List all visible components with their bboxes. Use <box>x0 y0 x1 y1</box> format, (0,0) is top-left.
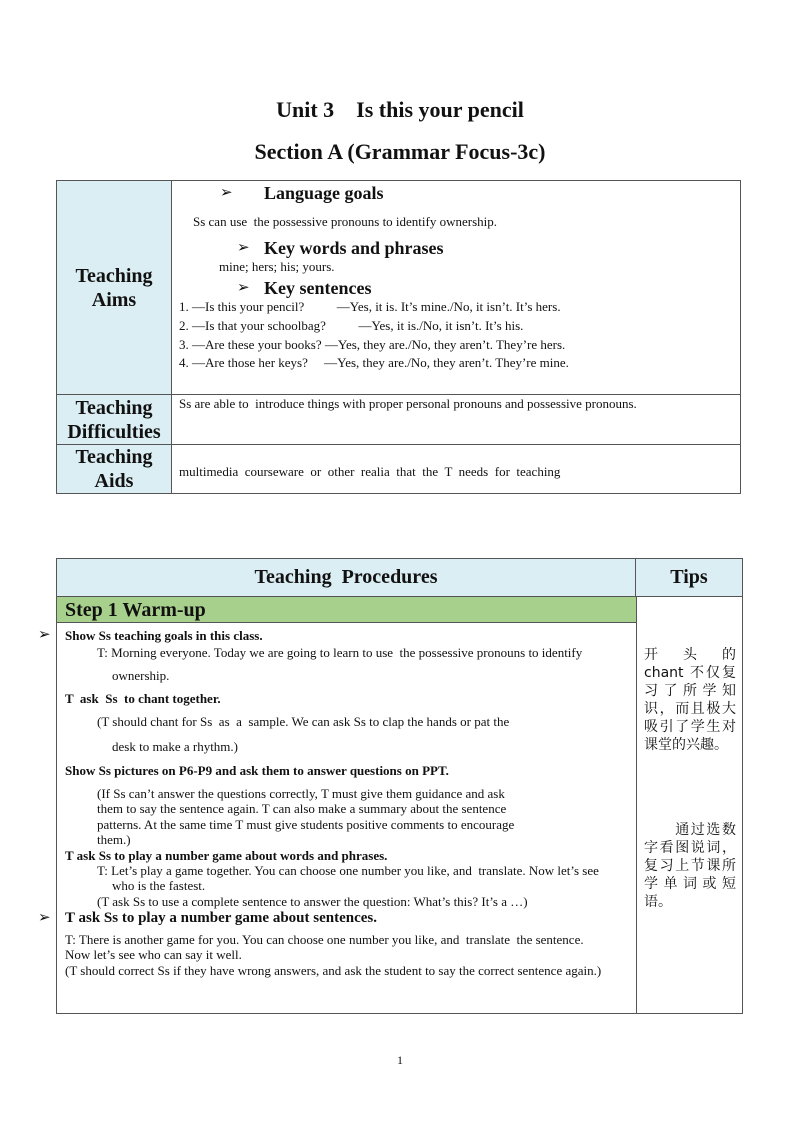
teaching-difficulties-label: Teaching Difficulties <box>57 395 172 444</box>
step1-heading: Step 1 Warm-up <box>57 597 636 623</box>
language-goals-heading: Language goals <box>264 183 384 203</box>
tip-number-game: 通过选数字看图说词，复习上节课所学 单 词 或 短语。 <box>644 822 736 910</box>
key-sentence-3: 3. —Are these your books? —Yes, they are./No, they aren’t. They’re hers. <box>179 337 566 352</box>
column-divider <box>636 597 637 1013</box>
procedure-item-heading: Show Ss teaching goals in this class. <box>65 628 263 643</box>
section-title: Section A (Grammar Focus-3c) <box>254 139 546 164</box>
procedure-item-heading: Show Ss pictures on P6-P9 and ask them to answer questions on PPT. <box>65 763 449 778</box>
page-number: 1 <box>397 1053 403 1067</box>
key-sentence-1: 1. —Is this your pencil? —Yes, it is. It’s mine./No, it isn’t. It’s hers. <box>179 299 561 314</box>
arrow-bullet-icon: ➢ <box>38 908 51 926</box>
procedure-text: Now let’s see who can say it well. <box>65 947 242 962</box>
key-words-heading: Key words and phrases <box>264 238 444 258</box>
procedure-text: (T should correct Ss if they have wrong answers, and ask the student to say the correct sentence again.) <box>65 963 602 978</box>
procedure-item-heading: T ask Ss to play a number game about sentences. <box>65 910 377 926</box>
procedure-text: patterns. At the same time T must give students positive comments to encourage <box>97 817 515 832</box>
tip-chant: 开 头 的 chant 不仅复习了所学知识，而且极大吸引了学生对课堂的兴趣。 <box>644 647 736 753</box>
arrow-bullet-icon: ➢ <box>38 625 51 643</box>
key-sentence-2: 2. —Is that your schoolbag? —Yes, it is./No, it isn’t. It’s his. <box>179 318 524 333</box>
procedure-text: them to say the sentence again. T can also make a summary about the sentence <box>97 801 507 816</box>
key-words-text: mine; hers; his; yours. <box>219 259 335 274</box>
teaching-aims-table <box>56 180 741 494</box>
procedure-text: (T ask Ss to use a complete sentence to answer the question: What’s this? It’s a …) <box>97 894 528 909</box>
procedure-text: T: Morning everyone. Today we are going to learn to use the possessive pronouns to identify <box>97 645 583 660</box>
procedure-text: ownership. <box>112 668 170 683</box>
key-sentences-heading: Key sentences <box>264 278 372 298</box>
procedure-text: (If Ss can’t answer the questions correctly, T must give them guidance and ask <box>97 786 505 801</box>
arrow-bullet-icon: ➢ <box>237 238 250 256</box>
procedure-text: them.) <box>97 832 131 847</box>
procedures-header: Teaching Procedures <box>57 559 636 597</box>
key-sentence-4: 4. —Are those her keys? —Yes, they are./No, they aren’t. They’re mine. <box>179 355 569 370</box>
difficulties-text: Ss are able to introduce things with proper personal pronouns and possessive pronouns. <box>179 396 637 411</box>
arrow-bullet-icon: ➢ <box>220 183 233 201</box>
procedure-text: who is the fastest. <box>112 878 206 893</box>
arrow-bullet-icon: ➢ <box>237 278 250 296</box>
teaching-aids-label: Teaching Aids <box>57 445 172 493</box>
teaching-aims-label: Teaching Aims <box>57 181 172 394</box>
procedure-item-heading: T ask Ss to play a number game about words and phrases. <box>65 848 388 863</box>
procedure-item-heading: T ask Ss to chant together. <box>65 691 221 706</box>
procedure-text: T: There is another game for you. You can choose one number you like, and translate the sentence. <box>65 932 584 947</box>
procedure-text: (T should chant for Ss as a sample. We can ask Ss to clap the hands or pat the <box>97 714 510 729</box>
procedure-text: T: Let’s play a game together. You can choose one number you like, and translate. Now let’s see <box>97 863 599 878</box>
procedure-text: desk to make a rhythm.) <box>112 739 238 754</box>
language-goals-text: Ss can use the possessive pronouns to identify ownership. <box>193 214 498 229</box>
tips-header: Tips <box>636 559 742 597</box>
aids-text: multimedia courseware or other realia that the T needs for teaching <box>179 464 561 479</box>
unit-title: Unit 3 Is this your pencil <box>276 97 524 122</box>
